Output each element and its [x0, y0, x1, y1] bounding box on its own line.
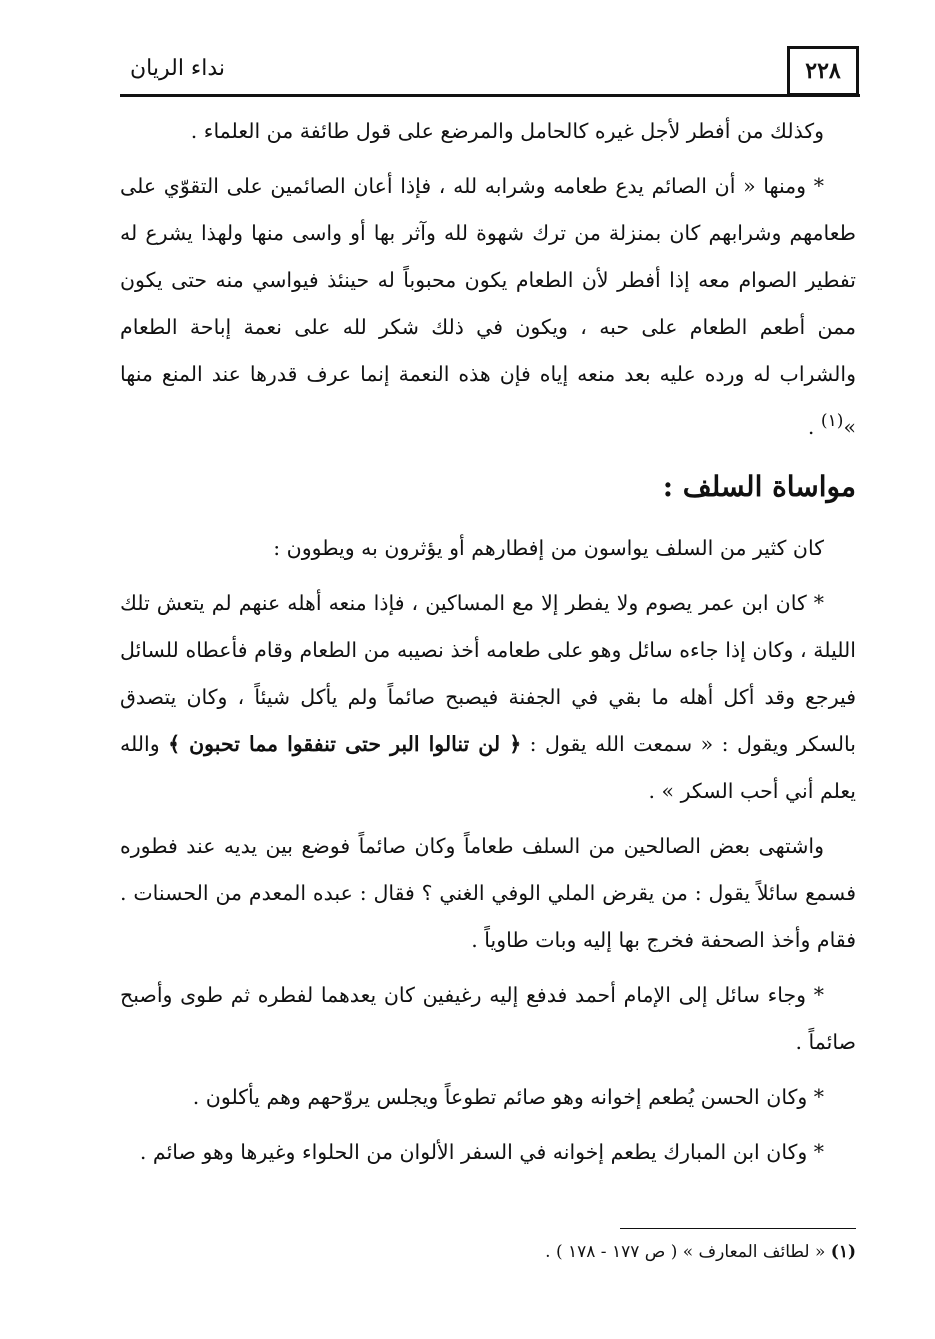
paragraph-4-text: * كان ابن عمر يصوم ولا يفطر إلا مع المساكين ، فإذا منعه أهله عنهم لم يتعش تلك الليلة ، وكان إذا جاءه سائل وهو على طعامه أخذ نصيبه من الطعام وقام فأعطاه للسائل فيرجع وقد أكل أهله ما بقي في الجفنة فيصبح صائماً ولم يأكل شيئاً ، وكان يتصدق بالسكر ويقول : « سمعت الله يقول :: [120, 590, 856, 756]
running-title: نداء الريان: [130, 56, 226, 81]
paragraph-5: واشتهى بعض الصالحين من السلف طعاماً وكان صائماً فوضع بين يديه عند فطوره فسمع سائلاً يقول : من يقرض الملي الوفي الغني ؟ فقال : عبده المعدم من الحسنات . فقام وأخذ الصحفة فخرج بها إليه وبات طاوياً .: [120, 833, 856, 952]
page-number: ٢٢٨: [787, 46, 859, 96]
paragraph-1: وكذلك من أفطر لأجل غيره كالحامل والمرضع على قول طائفة من العلماء .: [190, 119, 824, 143]
main-text: [120, 108, 856, 1184]
header-divider: [120, 94, 860, 97]
paragraph-6: * وجاء سائل إلى الإمام أحمد فدفع إليه رغيفين كان يعدهما لفطره ثم طوى وأصبح صائماً .: [120, 982, 856, 1054]
page-header: [120, 40, 865, 94]
footnote-divider: [620, 1228, 856, 1229]
paragraph-8: * وكان ابن المبارك يطعم إخوانه في السفر الألوان من الحلواء وغيرها وهو صائم .: [139, 1139, 824, 1164]
paragraph-3: كان كثير من السلف يواسون من إفطارهم أو يؤثرون به ويطوون :: [273, 535, 824, 560]
quran-verse: ﴿ لن تنالوا البر حتى تنفقوا مما تحبون ﴾: [168, 731, 522, 756]
footnote-mark: (١): [830, 1242, 856, 1262]
paragraph-7: * وكان الحسن يُطعم إخوانه وهو صائم تطوعاً ويجلس يروّحهم وهم يأكلون .: [192, 1084, 824, 1109]
paragraph-2: [120, 163, 856, 451]
paragraph-4: [120, 580, 856, 815]
paragraph-2-end: .: [807, 414, 821, 439]
footnote-text: « لطائف المعارف » ( ص ١٧٧ - ١٧٨ ) .: [545, 1242, 831, 1262]
footnote-reference[interactable]: (١): [820, 411, 844, 431]
paragraph-4-end: والله يعلم أني أحب السكر » .: [120, 731, 856, 803]
footnote: [380, 1238, 856, 1266]
section-heading: مواساة السلف :: [662, 469, 856, 503]
paragraph-2-text: * ومنها « أن الصائم يدع طعامه وشرابه لله ، فإذا أعان الصائمين على التقوّي على طعامهم وشرابهم كان بمنزلة من ترك شهوة لله وآثر بها أو واسى منها ولهذا يشرع له تفطير الصوام معه إذا أفطر لأن الطعام يكون محبوباً له حينئذ فيواسي منه حتى يكون ممن أطعم الطعام على حبه ، ويكون في ذلك شكر لله على نعمة إباحة الطعام والشراب له ورده عليه بعد منعه إياه فإن هذه النعمة إنما عرف قدرها عند المنع منها »: [120, 174, 856, 439]
